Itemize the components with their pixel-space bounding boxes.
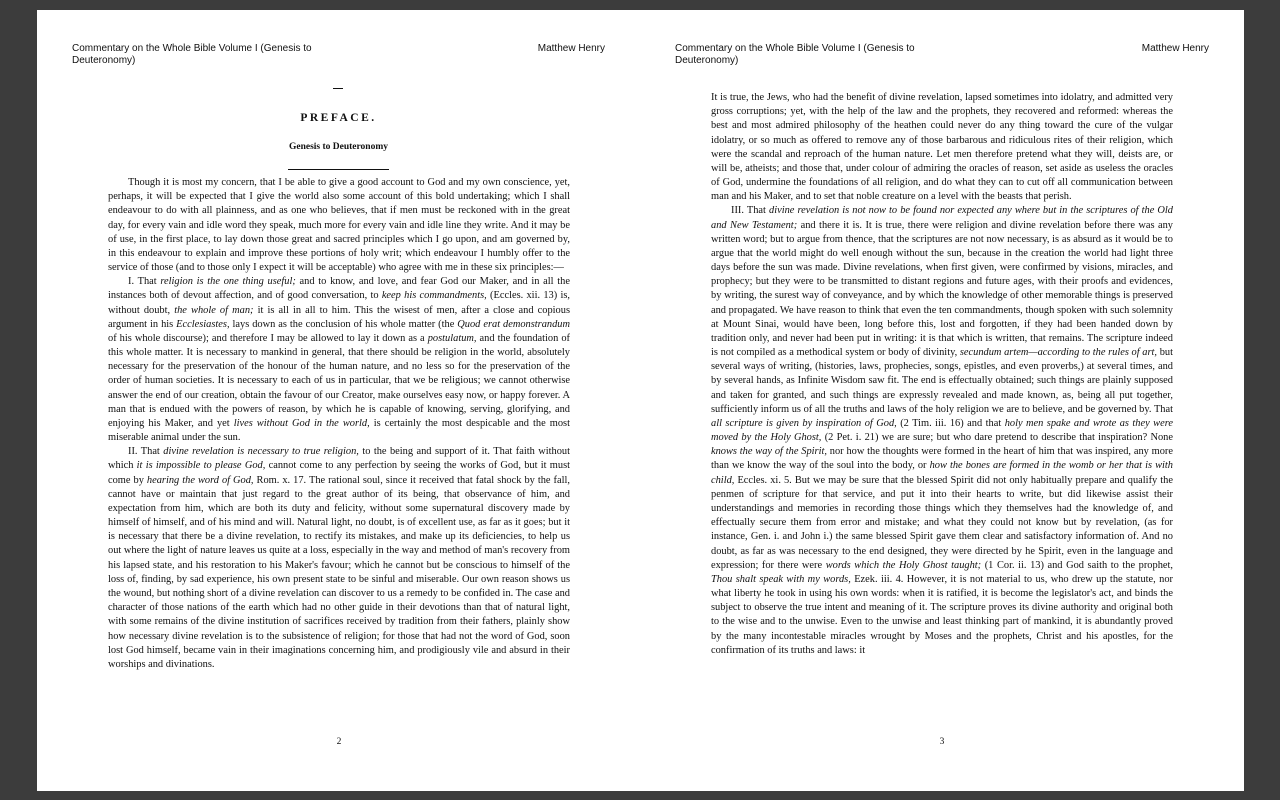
- page-number: 2: [336, 737, 342, 747]
- page-2: [37, 10, 640, 791]
- preface-subheading: Genesis to Deuteronomy: [288, 142, 389, 152]
- viewer-frame-left: [0, 0, 37, 800]
- running-head-author: Matthew Henry: [1141, 43, 1209, 54]
- preface-body-continued: [711, 91, 1173, 658]
- preface-body: [108, 176, 570, 672]
- ornament-dash: [333, 88, 343, 89]
- running-head-title: Commentary on the Whole Bible Volume I (Genesis to Deuteronomy): [72, 43, 312, 66]
- viewer-frame-bottom: [0, 791, 1280, 800]
- paragraph-principle-1: I. That religion is the one thing useful; and to know, and love, and fear God our Maker, and in all the instances both of devout affection, and of good conversation, to keep his commandments, (Eccles. xii. 13) is, without doubt, the whole of man; it is all in all to him. This the wisest of men, after a close and copious argument in his Ecclesiastes, lays down as the conclusion of his whole matter (the Quod erat demonstrandum of his whole discourse); and therefore I may be allowed to lay it down as a postulatum, and the foundation of this whole matter. It is necessary to mankind in general, that there should be religion in the world, absolutely necessary for the preservation of the honour of the human nature, and no less so for the preservation of the order of human societies. It is necessary to each of us in particular, that we be religious; we cannot otherwise answer the end of our creation, obtain the favour of our Creator, make ourselves easy now, or happy forever. A man that is endued with the powers of reason, by which he is capable of knowing, serving, glorifying, and enjoying his Maker, and yet lives without God in the world, is certainly the most despicable and the most miserable animal under the sun.: [108, 276, 571, 444]
- paragraph-principle-3: III. That divine revelation is not now to be found nor expected any where but in the scriptures of the Old and New Testament; and there it is. It is true, there were religion and divine revelation before there was any written word; but to argue from thence, that the scriptures are not now necessary, is as absurd as it would be to argue that the world might do well enough without the sun, because in the creation the world had light three days before the sun was made. Divine revelations, when first given, were confirmed by visions, miracles, and prophecy; but they were to be transmitted to distant regions and future ages, with their proofs and evidences, by writing, the surest way of conveyance, and by which the knowledge of other memorable things is preserved and propagated. We have reason to think that even the ten commandments, though spoken with such solemnity at Mount Sinai, would have been, long before this, lost and forgotten, if they had been handed down by tradition only, and never had been put in writing: it is that which is written, that remains. The scripture indeed is not compiled as a methodical system or body of divinity, secundum artem—according to the rules of art, but several ways of writing, (histories, laws, prophecies, songs, epistles, and even proverbs,) at several times, and by several hands, as Infinite Wisdom saw fit. The end is effectually obtained; such things are plainly supposed and taken for granted, and such things are expressly revealed and made known, as, being all put together, sufficiently inform us of all the truths and laws of the holy religion we are to believe, and be governed by. That all scripture is given by inspiration of God, (2 Tim. iii. 16) and that holy men spake and wrote as they were moved by the Holy Ghost, (2 Pet. i. 21) we are sure; but who dare pretend to describe that inspiration? None knows the way of the Spirit, nor how the thoughts were formed in the heart of him that was inspired, any more than we know the way of the soul into the body, or how the bones are formed in the womb or her that is with child, Eccles. xi. 5. But we may be sure that the blessed Spirit did not only habitually prepare and qualify the penmen of scripture for that service, and put it into their hearts to write, but did likewise assist their understandings and memories in recording those things which they themselves had the knowledge of, and effectually secure them from error and mistake; and what they could not know but by revelation, (as for instance, Gen. i. and John i.) the same blessed Spirit gave them clear and satisfactory information of. And no doubt, as far as was necessary to the end designed, they were directed by he Spirit, even in the language and expression; for there were words which the Holy Ghost taught; (1 Cor. ii. 13) and God saith to the prophet, Thou shalt speak with my words, Ezek. iii. 4. However, it is not material to us, who drew up the statute, nor what liberty he took in using his own words: when it is ratified, it is become the legislator's act, and binds the subject to observe the true intent and meaning of it. The scripture proves its divine authority and original both to the wise and to the unwise. Even to the unwise and least thinking part of mankind, it is abundantly proved by the many incontestable miracles wrought by Moses and the prophets, Christ and his apostles, for the confirmation of its truths and laws: it: [711, 205, 1173, 656]
- page-3: [640, 10, 1244, 791]
- viewer-frame-top: [0, 0, 1280, 10]
- running-head-title: Commentary on the Whole Bible Volume I (Genesis to Deuteronomy): [675, 43, 915, 66]
- running-head-author: Matthew Henry: [537, 43, 605, 54]
- page-number: 3: [939, 737, 945, 747]
- viewer-frame-right: [1244, 0, 1280, 800]
- paragraph-principle-2: II. That divine revelation is necessary to true religion, to the being and support of it. That faith without which it is impossible to please God, cannot come to any perfection by seeing the works of God, but it must come by hearing the word of God, Rom. x. 17. The rational soul, since it received that fatal shock by the fall, cannot have or maintain that just regard to the great author of its being, that observance of him, and expectation from him, which are both its duty and felicity, without some supernatural discovery made by himself of himself, and of his mind and will. Natural light, no doubt, is of excellent use, as far as it goes; but it is necessary that there be a divine revelation, to rectify its mistakes, and make up its deficiencies, to help us out where the light of nature leaves us quite at a loss, especially in the way and method of man's recovery from his lapsed state, and his restoration to his Maker's favour; which he cannot but be conscious to himself of the loss of, finding, by sad experience, his own present state to be sinful and miserable. Our own reason shows us the wound, but nothing short of a divine revelation can discover to us a remedy to be confided in. The case and character of those nations of the earth which had no other guide in their devotions than that of natural light, with some remains of the divine institution of sacrifices received by tradition from their fathers, plainly show how necessary divine revelation is to the subsistence of religion; for those that had not the word of God, soon lost God himself, became vain in their imaginations concerning him, and prodigiously vile and absurd in their worships and divinations.: [108, 446, 570, 670]
- paragraph-intro: Though it is most my concern, that I be able to give a good account to God and my own conscience, yet, perhaps, it will be expected that I give the world also some account of this bold undertaking; which I shall endeavour to do with all plainness, and as one who believes, that if men must be reckoned with in the great day, for every vain and idle word they speak, much more for every vain and idle line they write. And it may be of use, in the first place, to lay down those great and sacred principles which I go upon, and am governed by, in this endeavour to explain and improve these portions of holy writ; which endeavour I humbly offer to the service of those (and to those only I expect it will be acceptable) who agree with me in these six principles:—: [108, 177, 570, 274]
- preface-heading: PREFACE.: [300, 112, 377, 124]
- heading-rule: [288, 169, 389, 170]
- paragraph-continued: It is true, the Jews, who had the benefit of divine revelation, lapsed sometimes into idolatry, and admitted very gross corruptions; yet, with the help of the law and the prophets, they recovered and reformed: whereas the best and most admired philosophy of the heathen could never do any thing toward the cure of the vulgar idolatry, or so much as offered to remove any of those barbarous and ridiculous rites of their religion, which were the scandal and reproach of the human nature. Let men therefore pretend what they will, deists are, or will be, atheists; and those that, under colour of admiring the oracles of reason, set aside as useless the oracles of God, undermine the foundations of all religion, and do what they can to cut off all communication between man and his Maker, and to set that noble creature on a level with the beasts that perish.: [711, 92, 1173, 203]
